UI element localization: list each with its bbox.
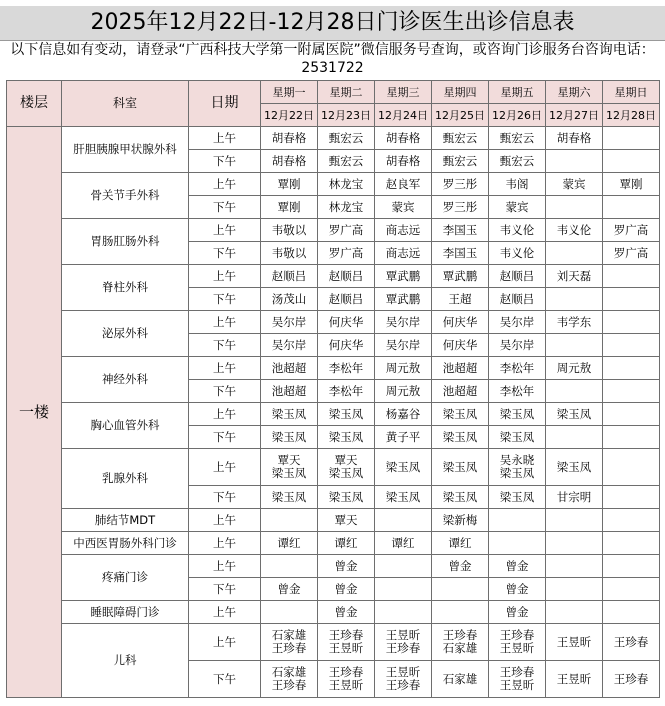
doctor-cell: 池超超 [261,357,318,380]
doctor-name: 王珍春 [442,628,478,642]
doctor-cell [261,509,318,532]
department-name: 脊柱外科 [62,265,189,311]
session-cell: 下午 [189,380,261,403]
doctor-cell: 罗三彤 [432,196,489,219]
table-row [7,601,660,624]
header-dept: 科室 [62,81,189,127]
doctor-cell [375,624,432,661]
doctor-cell [546,242,603,265]
doctor-name: 王珍春 [271,641,307,655]
doctor-cell: 覃天 [318,509,375,532]
session-cell: 上午 [189,555,261,578]
doctor-cell: 曾金 [432,555,489,578]
doctor-cell [546,426,603,449]
doctor-cell: 梁新梅 [432,509,489,532]
doctor-cell: 曾金 [318,555,375,578]
doctor-cell: 赵顺吕 [318,265,375,288]
doctor-cell [318,624,375,661]
doctor-cell: 梁玉凤 [432,486,489,509]
doctor-cell: 刘天磊 [546,265,603,288]
doctor-cell: 吴尔岸 [375,311,432,334]
doctor-cell: 韦阁 [489,173,546,196]
doctor-cell: 蒙宾 [489,196,546,219]
doctor-cell: 甄宏云 [432,150,489,173]
department-name: 中西医胃肠外科门诊 [62,532,189,555]
department-name: 胃肠肛肠外科 [62,219,189,265]
doctor-cell: 韦义伦 [546,219,603,242]
session-cell: 上午 [189,403,261,426]
doctor-cell: 蒙宾 [375,196,432,219]
doctor-cell: 吴尔岸 [375,334,432,357]
floor-cell: 一楼 [7,127,62,698]
doctor-cell: 李松年 [489,357,546,380]
doctor-name: 王珍春 [328,628,364,642]
header-date-cell: 12月25日 [432,104,489,127]
doctor-name: 王珍春 [328,665,364,679]
doctor-cell [603,426,660,449]
session-cell: 上午 [189,127,261,150]
doctor-cell: 池超超 [432,357,489,380]
table-row [7,624,660,661]
doctor-name: 王珍春 [271,678,307,692]
session-cell: 下午 [189,426,261,449]
table-row [7,173,660,196]
doctor-cell [603,127,660,150]
doctor-cell: 李松年 [318,357,375,380]
doctor-cell: 谭红 [318,532,375,555]
session-cell: 下午 [189,242,261,265]
session-cell: 下午 [189,150,261,173]
table-row [7,532,660,555]
doctor-cell [546,288,603,311]
doctor-cell: 汤茂山 [261,288,318,311]
department-name: 儿科 [62,624,189,698]
doctor-name: 王昱昕 [499,678,535,692]
doctor-cell: 梁玉凤 [375,486,432,509]
session-cell: 下午 [189,486,261,509]
header-floor: 楼层 [7,81,62,127]
table-row [7,311,660,334]
doctor-cell [375,509,432,532]
doctor-cell [261,555,318,578]
doctor-cell [603,449,660,486]
doctor-cell: 杨嘉谷 [375,403,432,426]
doctor-cell: 梁玉凤 [375,449,432,486]
doctor-cell: 胡春格 [375,150,432,173]
session-cell: 上午 [189,219,261,242]
doctor-cell [261,624,318,661]
doctor-cell [546,532,603,555]
doctor-cell [546,601,603,624]
doctor-name: 吴永晓 [499,453,535,467]
doctor-cell: 吴尔岸 [489,311,546,334]
doctor-cell: 周元敖 [375,357,432,380]
doctor-cell [546,150,603,173]
doctor-cell: 梁玉凤 [546,449,603,486]
doctor-cell: 韦义伦 [489,242,546,265]
doctor-cell: 谭红 [432,532,489,555]
doctor-cell: 甘宗明 [546,486,603,509]
doctor-cell [546,334,603,357]
header-weekday: 星期三 [375,81,432,104]
doctor-cell [603,532,660,555]
session-cell: 下午 [189,334,261,357]
doctor-cell [318,449,375,486]
doctor-cell: 何庆华 [432,311,489,334]
department-name: 睡眠障碍门诊 [62,601,189,624]
header-date-cell: 12月27日 [546,104,603,127]
doctor-name: 覃天 [334,453,358,467]
doctor-cell: 甄宏云 [318,127,375,150]
header-weekday: 星期一 [261,81,318,104]
doctor-cell [432,601,489,624]
header-weekday: 星期二 [318,81,375,104]
doctor-cell [546,555,603,578]
header-weekday: 星期五 [489,81,546,104]
session-cell: 下午 [189,578,261,601]
header-date-cell: 12月26日 [489,104,546,127]
session-cell: 上午 [189,601,261,624]
doctor-cell [489,661,546,698]
doctor-name: 石家雄 [271,628,307,642]
doctor-cell: 赵良军 [375,173,432,196]
session-cell: 下午 [189,288,261,311]
doctor-name: 王昱昕 [328,641,364,655]
doctor-cell [432,578,489,601]
doctor-cell: 甄宏云 [318,150,375,173]
doctor-cell: 梁玉凤 [261,486,318,509]
doctor-cell [375,601,432,624]
session-cell: 上午 [189,624,261,661]
doctor-cell: 韦敬以 [261,219,318,242]
doctor-cell: 曾金 [489,601,546,624]
department-name: 胸心血管外科 [62,403,189,449]
doctor-name: 石家雄 [442,641,478,655]
doctor-cell: 罗三彤 [432,173,489,196]
page-title: 2025年12月22日-12月28日门诊医生出诊信息表 [0,6,665,41]
doctor-cell [603,509,660,532]
doctor-cell: 甄宏云 [489,127,546,150]
doctor-cell: 石家雄 [432,661,489,698]
doctor-cell [489,624,546,661]
doctor-cell: 池超超 [261,380,318,403]
doctor-cell [603,601,660,624]
doctor-cell [489,509,546,532]
doctor-cell: 梁玉凤 [489,403,546,426]
doctor-cell: 韦敬以 [261,242,318,265]
table-row [7,219,660,242]
doctor-cell: 覃刚 [261,196,318,219]
table-row [7,555,660,578]
doctor-cell: 李松年 [318,380,375,403]
doctor-cell: 罗广高 [318,242,375,265]
doctor-cell: 韦学东 [546,311,603,334]
session-cell: 上午 [189,357,261,380]
doctor-cell: 吴尔岸 [489,334,546,357]
doctor-cell: 赵顺吕 [318,288,375,311]
doctor-name: 王昱昕 [499,641,535,655]
header-date-cell: 12月23日 [318,104,375,127]
doctor-cell: 谭红 [261,532,318,555]
doctor-cell [432,624,489,661]
doctor-cell [546,380,603,403]
doctor-cell: 王珍春 [603,624,660,661]
doctor-cell [603,380,660,403]
notice-text: 以下信息如有变动，请登录“广西科技大学第一附属医院”微信服务号查询，或咨询门诊服务台咨询电话：2531722 [0,41,665,77]
doctor-cell: 周元敖 [375,380,432,403]
doctor-cell: 何庆华 [432,334,489,357]
doctor-cell: 梁玉凤 [432,449,489,486]
doctor-cell: 何庆华 [318,334,375,357]
doctor-cell [603,334,660,357]
doctor-cell: 王昱昕 [546,624,603,661]
doctor-cell: 韦义伦 [489,219,546,242]
doctor-name: 王珍春 [499,665,535,679]
doctor-cell: 蒙宾 [546,173,603,196]
department-name: 疼痛门诊 [62,555,189,601]
doctor-cell: 王昱昕 [546,661,603,698]
doctor-cell [603,555,660,578]
doctor-cell: 何庆华 [318,311,375,334]
doctor-cell: 胡春格 [261,127,318,150]
department-name: 泌尿外科 [62,311,189,357]
doctor-cell: 曾金 [489,555,546,578]
table-row [7,403,660,426]
doctor-name: 梁玉凤 [328,466,364,480]
doctor-cell: 梁玉凤 [546,403,603,426]
doctor-cell [603,288,660,311]
doctor-cell [603,357,660,380]
doctor-cell: 曾金 [489,578,546,601]
doctor-cell: 覃刚 [261,173,318,196]
doctor-cell: 甄宏云 [489,150,546,173]
doctor-cell [603,486,660,509]
doctor-cell: 李国玉 [432,242,489,265]
doctor-name: 石家雄 [271,665,307,679]
doctor-cell: 吴尔岸 [261,311,318,334]
doctor-cell: 商志远 [375,242,432,265]
doctor-cell: 梁玉凤 [261,403,318,426]
session-cell: 上午 [189,509,261,532]
doctor-cell: 罗广高 [603,219,660,242]
doctor-name: 王珍春 [385,678,421,692]
doctor-cell: 覃武鹏 [375,265,432,288]
doctor-cell [318,661,375,698]
doctor-cell: 周元敖 [546,357,603,380]
header-date-cell: 12月22日 [261,104,318,127]
department-name: 肝胆胰腺甲状腺外科 [62,127,189,173]
doctor-name: 梁玉凤 [499,466,535,480]
doctor-cell: 王超 [432,288,489,311]
doctor-cell [375,661,432,698]
doctor-cell: 林龙宝 [318,196,375,219]
doctor-cell: 梁玉凤 [489,426,546,449]
session-cell: 上午 [189,265,261,288]
doctor-cell [261,449,318,486]
session-cell: 下午 [189,661,261,698]
doctor-cell [261,661,318,698]
session-cell: 上午 [189,532,261,555]
doctor-cell: 覃刚 [603,173,660,196]
doctor-name: 王昱昕 [385,628,421,642]
doctor-cell: 甄宏云 [432,127,489,150]
doctor-cell [603,403,660,426]
doctor-cell [603,196,660,219]
doctor-cell: 赵顺吕 [261,265,318,288]
session-cell: 上午 [189,449,261,486]
department-name: 肺结节MDT [62,509,189,532]
doctor-cell: 赵顺吕 [489,265,546,288]
doctor-cell [546,509,603,532]
header-date-cell: 12月24日 [375,104,432,127]
doctor-cell: 黄子平 [375,426,432,449]
doctor-cell: 梁玉凤 [318,426,375,449]
header-weekday: 星期六 [546,81,603,104]
doctor-cell [375,555,432,578]
header-date-cell: 12月28日 [603,104,660,127]
session-cell: 下午 [189,196,261,219]
doctor-cell: 胡春格 [261,150,318,173]
doctor-cell: 吴尔岸 [261,334,318,357]
doctor-cell [489,532,546,555]
doctor-cell: 梁玉凤 [489,486,546,509]
schedule-table [6,80,660,698]
department-name: 神经外科 [62,357,189,403]
table-row [7,357,660,380]
doctor-cell: 曾金 [318,601,375,624]
doctor-cell [546,196,603,219]
doctor-cell: 商志远 [375,219,432,242]
doctor-cell: 谭红 [375,532,432,555]
table-row [7,127,660,150]
doctor-cell [489,449,546,486]
doctor-cell: 梁玉凤 [432,426,489,449]
doctor-cell [375,578,432,601]
doctor-cell [261,601,318,624]
header-weekday: 星期日 [603,81,660,104]
doctor-cell [603,578,660,601]
doctor-cell: 李国玉 [432,219,489,242]
department-name: 乳腺外科 [62,449,189,509]
department-name: 骨关节手外科 [62,173,189,219]
doctor-cell: 覃武鹏 [432,265,489,288]
doctor-cell [603,150,660,173]
table-row [7,449,660,486]
doctor-cell: 曾金 [261,578,318,601]
doctor-cell [603,265,660,288]
doctor-cell: 覃武鹏 [375,288,432,311]
doctor-cell: 赵顺吕 [489,288,546,311]
header-weekday: 星期四 [432,81,489,104]
doctor-name: 王珍春 [499,628,535,642]
doctor-cell: 王珍春 [603,661,660,698]
doctor-cell: 曾金 [318,578,375,601]
doctor-name: 王珍春 [385,641,421,655]
doctor-name: 覃天 [277,453,301,467]
doctor-name: 梁玉凤 [271,466,307,480]
doctor-cell: 梁玉凤 [432,403,489,426]
doctor-cell: 胡春格 [546,127,603,150]
doctor-cell: 罗广高 [603,242,660,265]
doctor-name: 王昱昕 [385,665,421,679]
doctor-cell: 林龙宝 [318,173,375,196]
doctor-cell: 胡春格 [375,127,432,150]
doctor-cell: 梁玉凤 [318,403,375,426]
doctor-name: 王昱昕 [328,678,364,692]
doctor-cell: 梁玉凤 [318,486,375,509]
doctor-cell: 李松年 [489,380,546,403]
doctor-cell [546,578,603,601]
session-cell: 上午 [189,311,261,334]
table-row [7,265,660,288]
header-date: 日期 [189,81,261,127]
doctor-cell: 梁玉凤 [261,426,318,449]
doctor-cell: 池超超 [432,380,489,403]
doctor-cell [603,311,660,334]
doctor-cell: 罗广高 [318,219,375,242]
session-cell: 上午 [189,173,261,196]
table-row [7,509,660,532]
